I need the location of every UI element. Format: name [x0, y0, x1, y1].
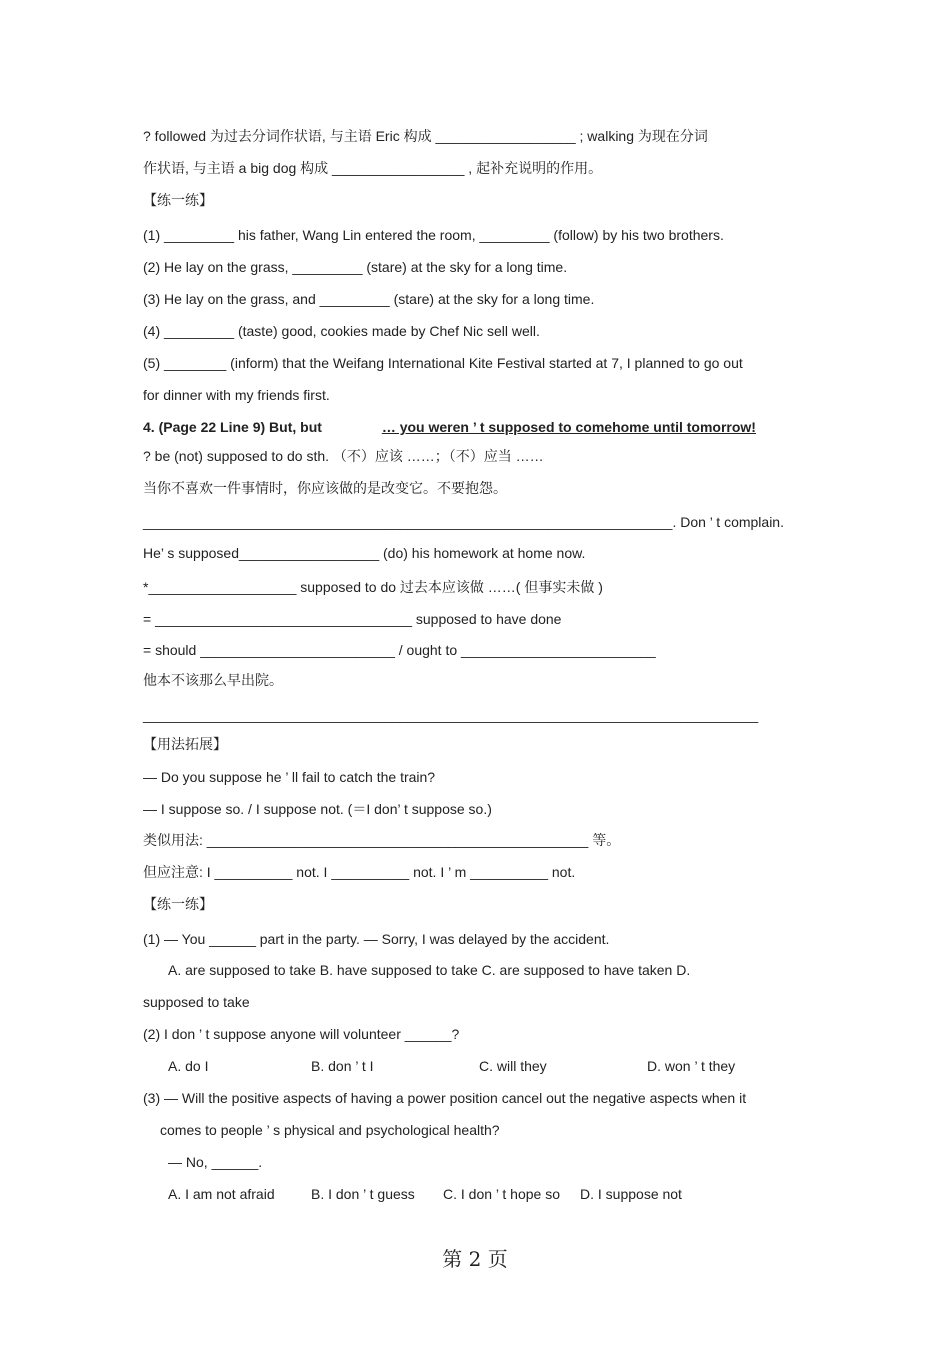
option-b: B. don ’ t I — [311, 1058, 374, 1074]
exercise-options: A. are supposed to take B. have supposed to take C. are supposed to have taken D. — [168, 962, 691, 978]
option-a: A. do I — [168, 1058, 209, 1074]
exercise-item: (1) — You ______ part in the party. — Sorry, I was delayed by the accident. — [143, 931, 610, 947]
text-line: ? followed 为过去分词作状语, 与主语 Eric 构成 __________________ ; walking 为现在分词 — [143, 128, 708, 144]
section-title-quote: … you weren ’ t supposed to come — [381, 419, 613, 435]
text-line: *___________________ supposed to do 过去本应该做 ……( 但事实未做 ) — [143, 579, 603, 595]
chinese-sentence: 当你不喜欢一件事情时，你应该做的是改变它。不要抱怨。 — [143, 480, 507, 496]
option-b: B. I don ’ t guess — [311, 1186, 415, 1202]
text-line: He’ s supposed__________________ (do) his homework at home now. — [143, 545, 586, 561]
option-a: A. I am not afraid — [168, 1186, 275, 1202]
text-line: 作状语, 与主语 a big dog 构成 _________________ , 起补充说明的作用。 — [143, 160, 603, 176]
exercise-item: (2) He lay on the grass, _________ (stare) at the sky for a long time. — [143, 259, 568, 275]
text-line: = should _________________________ / ought to _________________________ — [143, 642, 656, 658]
page-number: 第 2 页 — [442, 1247, 508, 1271]
section-heading: 【练一练】 — [143, 896, 213, 912]
dialogue-line: — Do you suppose he ’ ll fail to catch the train? — [143, 769, 436, 785]
dialogue-line: — I suppose so. / I suppose not. (＝I don’ t suppose so.) — [143, 801, 492, 817]
exercise-item: (5) ________ (inform) that the Weifang International Kite Festival started at 7, I planned to go out — [143, 355, 743, 371]
section-heading: 【用法拓展】 — [143, 736, 227, 752]
option-d: D. won ’ t they — [647, 1058, 736, 1074]
exercise-options-continued: supposed to take — [143, 994, 250, 1010]
section-title — [143, 418, 756, 436]
answer-line: ____________________________________________________________________. Don ’ t complain. — [143, 514, 784, 530]
dialogue-line: — No, ______. — [168, 1154, 263, 1170]
exercise-item: (4) _________ (taste) good, cookies made by Chef Nic sell well. — [143, 323, 540, 339]
option-c: C. I don ’ t hope so — [443, 1186, 560, 1202]
chinese-sentence: 他本不该那么早出院。 — [143, 672, 283, 688]
exercise-item-continued: comes to people ’ s physical and psychological health? — [160, 1122, 500, 1138]
answer-line: _______________________________________________________________________________ — [143, 707, 759, 723]
option-c: C. will they — [479, 1058, 547, 1074]
section-title-label: 4. (Page 22 Line 9) But, but — [143, 419, 322, 435]
section-heading: 【练一练】 — [143, 192, 213, 208]
text-line: 但应注意: I __________ not. I __________ not. I ’ m __________ not. — [143, 864, 576, 880]
section-title-quote-end: home until tomorrow! — [612, 419, 756, 435]
exercise-item: (2) I don ’ t suppose anyone will volunteer ______? — [143, 1026, 460, 1042]
exercise-item: (3) — Will the positive aspects of having a power position cancel out the negative aspects when it — [143, 1090, 747, 1106]
text-line: 类似用法: _________________________________________________ 等。 — [143, 832, 621, 848]
text-line: = _________________________________ supposed to have done — [143, 611, 562, 627]
exercise-item-continued: for dinner with my friends first. — [143, 387, 330, 403]
exercise-item: (1) _________ his father, Wang Lin entered the room, _________ (follow) by his two brothers. — [143, 227, 724, 243]
exercise-item: (3) He lay on the grass, and _________ (stare) at the sky for a long time. — [143, 291, 595, 307]
usage-line: ? be (not) supposed to do sth. （不）应该 ……；（不）应当 …… — [143, 448, 544, 464]
option-d: D. I suppose not — [580, 1186, 682, 1202]
